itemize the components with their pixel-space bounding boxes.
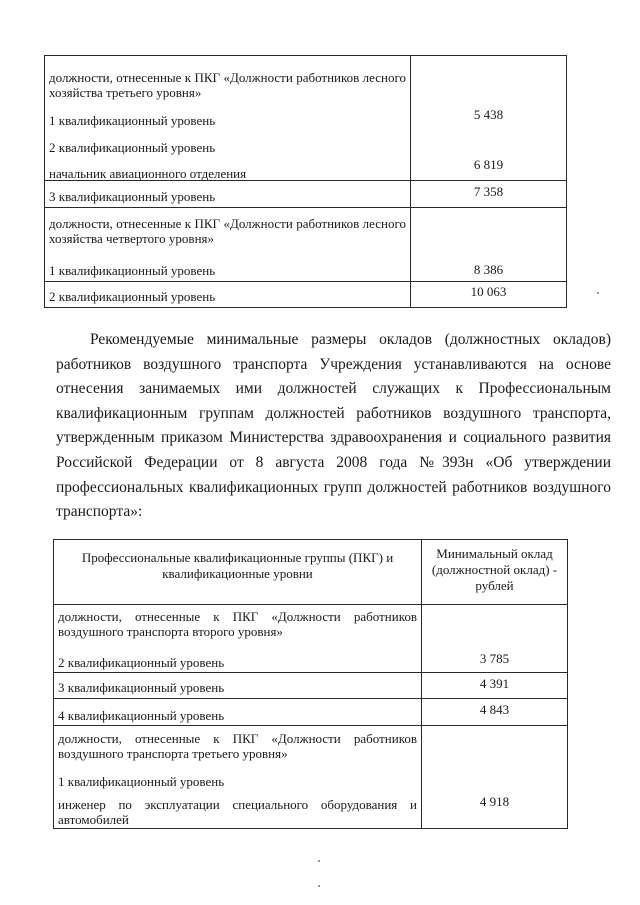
salary-value: 3 785 [479, 651, 510, 666]
position-name: инженер по эксплуатации специального оборудования и автомобилей [58, 797, 417, 827]
qualification-level: 3 квалификационный уровень [58, 680, 225, 695]
table-row [45, 56, 567, 181]
table-row [45, 282, 567, 308]
table-cell-qualification [54, 673, 422, 699]
pkg-category-label: должности, отнесенные к ПКГ «Должности работников воздушного транспорта третьего уровня» [58, 731, 417, 761]
pkg-category-label: должности, отнесенные к ПКГ «Должности работников воздушного транспорта второго уровня» [58, 609, 417, 639]
pkg-category-label: должности, отнесенные к ПКГ «Должности работников лесного хозяйства четвертого уровня» [49, 216, 406, 246]
scan-speck [597, 292, 599, 294]
qualification-level: 1 квалификационный уровень [58, 774, 225, 789]
table-cell-salary [422, 673, 568, 699]
table-row [54, 673, 568, 699]
table-row [45, 181, 567, 208]
body-paragraph: Рекомендуемые минимальные размеры окладов (должностных окладов) работников воздушного транспорта Учреждения устанавливаются на основе отнесения занимаемых ими должностей служащих к Профессиональным квалификационным группам должностей работников воздушного транспорта, утвержденным приказом Министерства здравоохранения и социального развития Российской Федерации от 8 августа 2008 года №393н «Об утверждении профессиональных квалификационных групп должностей работников воздушного транспорта»: [56, 331, 611, 521]
table-cell-qualification [45, 56, 411, 181]
salary-value: 10 063 [470, 284, 507, 299]
header-qualification-groups: Профессиональные квалификационные группы (ПКГ) и квалификационные уровни [54, 540, 422, 605]
position-name: начальник авиационного отделения [49, 166, 247, 181]
table-cell-qualification [45, 181, 411, 208]
salary-value: 5 438 [473, 107, 504, 122]
table-cell-salary [411, 181, 567, 208]
table-cell-qualification [45, 208, 411, 282]
scan-speck [318, 885, 320, 887]
header-minimum-salary: Минимальный оклад (должностной оклад) - рублей [422, 540, 568, 605]
salary-value: 4 918 [479, 794, 510, 809]
salary-value: 4 391 [479, 676, 510, 691]
salary-table-air-transport [53, 539, 568, 829]
table-row [54, 699, 568, 726]
table-cell-salary [422, 726, 568, 829]
table-cell-qualification [45, 282, 411, 308]
scan-speck [318, 860, 320, 862]
table-cell-qualification [54, 605, 422, 673]
pkg-category-label: должности, отнесенные к ПКГ «Должности работников лесного хозяйства третьего уровня» [49, 70, 406, 100]
qualification-level: 1 квалификационный уровень [49, 263, 216, 278]
table-cell-qualification [54, 726, 422, 829]
qualification-level: 4 квалификационный уровень [58, 708, 225, 723]
salary-value: 6 819 [473, 157, 504, 172]
qualification-level: 2 квалификационный уровень [49, 140, 216, 155]
qualification-level: 2 квалификационный уровень [58, 655, 225, 670]
salary-value: 8 386 [473, 262, 504, 277]
qualification-level: 2 квалификационный уровень [49, 289, 216, 304]
table-cell-salary [411, 56, 567, 181]
table-header-row [54, 540, 568, 605]
qualification-level: 1 квалификационный уровень [49, 113, 216, 128]
table-cell-salary [411, 208, 567, 282]
qualification-level: 3 квалификационный уровень [49, 189, 216, 204]
table-cell-salary [411, 282, 567, 308]
salary-value: 7 358 [473, 184, 504, 199]
table-row [45, 208, 567, 282]
table-cell-salary [422, 605, 568, 673]
salary-value: 4 843 [479, 702, 510, 717]
table-row [54, 726, 568, 829]
table-cell-salary [422, 699, 568, 726]
table-row [54, 605, 568, 673]
salary-table-forestry [44, 55, 567, 308]
table-cell-qualification [54, 699, 422, 726]
